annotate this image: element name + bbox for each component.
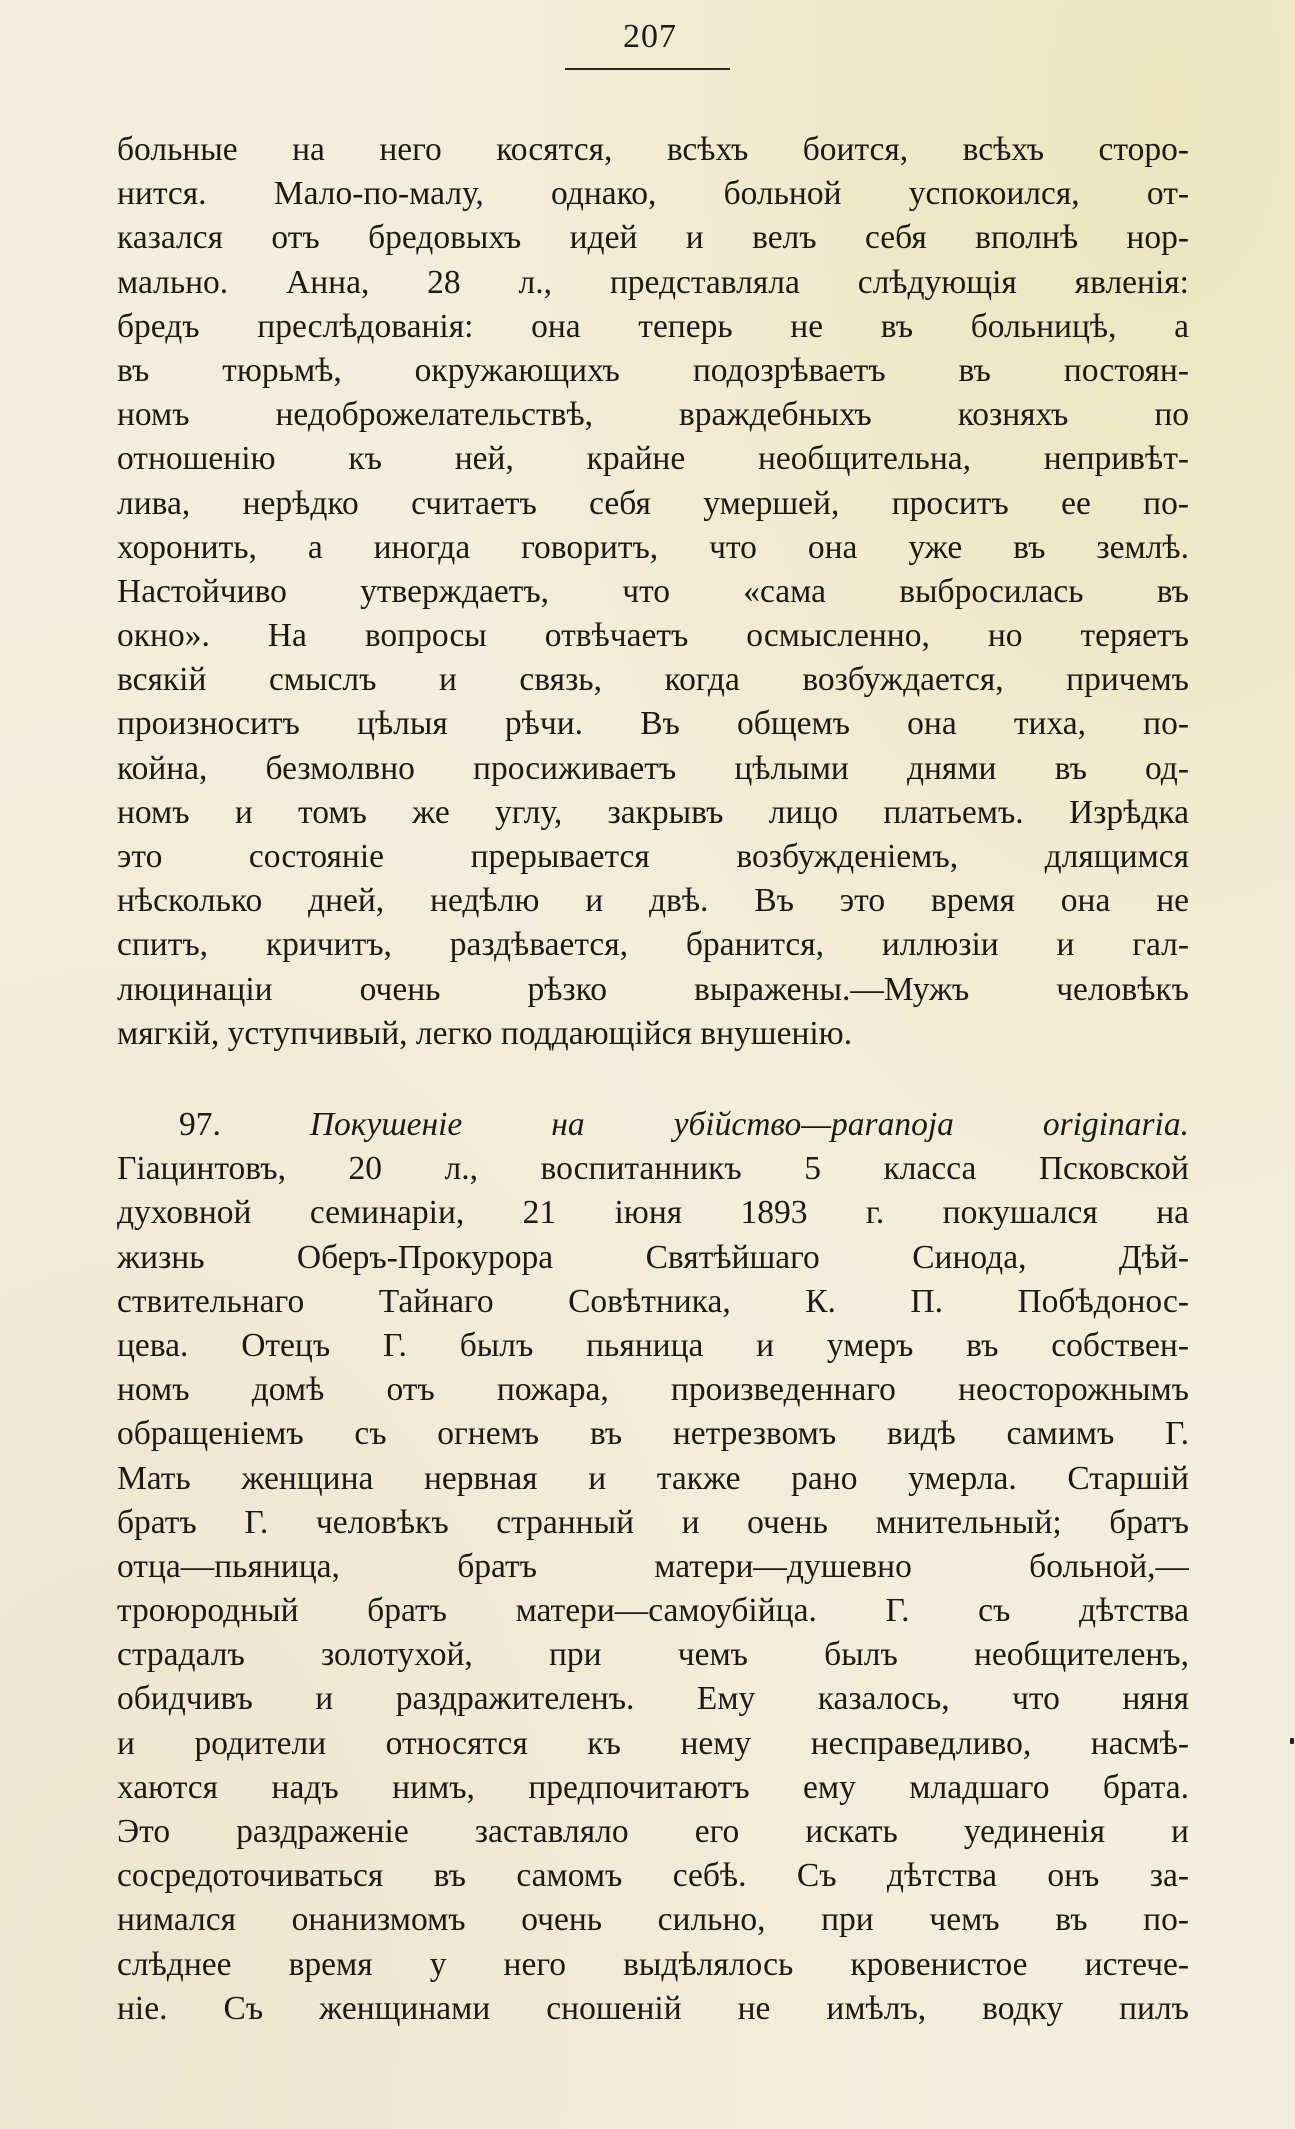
text-line: Гіацинтовъ, 20 л., воспитанникъ 5 класса Псковской	[117, 1150, 1189, 1188]
text-line: обращеніемъ съ огнемъ въ нетрезвомъ видѣ самимъ Г.	[117, 1415, 1189, 1453]
text-line: произноситъ цѣлыя рѣчи. Въ общемъ она тиха, по-	[117, 705, 1189, 743]
text-line: лива, нерѣдко считаетъ себя умершей, проситъ ее по-	[117, 484, 1189, 522]
text-line: казался отъ бредовыхъ идей и велъ себя вполнѣ нор-	[117, 219, 1189, 257]
text-line: нимался онанизмомъ очень сильно, при чемъ въ по-	[117, 1901, 1189, 1939]
text-line: нится. Мало-по-малу, однако, больной успокоился, от-	[117, 175, 1189, 213]
text-line: койна, безмолвно просиживаетъ цѣлыми днями въ од-	[117, 749, 1189, 787]
text-line: Настойчиво утверждаетъ, что «сама выбросилась въ	[117, 572, 1189, 610]
text-line: троюродный братъ матери—самоубійца. Г. съ дѣтства	[117, 1592, 1189, 1630]
text-line: слѣднее время у него выдѣлялось кровенистое истече-	[117, 1945, 1189, 1983]
text-line: отношенію къ ней, крайне необщительна, непривѣт-	[117, 440, 1189, 478]
text-line: отца—пьяница, братъ матери—душевно больной,—	[117, 1547, 1189, 1585]
text-line: бредъ преслѣдованія: она теперь не въ больницѣ, а	[117, 307, 1189, 345]
text-line: ніе. Съ женщинами сношеній не имѣлъ, водку пилъ	[117, 1989, 1189, 2027]
text-line: ствительнаго Тайнаго Совѣтника, К. П. Побѣдонос-	[117, 1282, 1189, 1320]
text-line: страдалъ золотухой, при чемъ былъ необщителенъ,	[117, 1636, 1189, 1674]
text-line: номъ домѣ отъ пожара, произведеннаго неосторожнымъ	[117, 1371, 1189, 1409]
text-line: цева. Отецъ Г. былъ пьяница и умеръ въ собствен-	[117, 1326, 1189, 1364]
text-line: мально. Анна, 28 л., представляла слѣдующія явленія:	[117, 263, 1189, 301]
page-number-rule	[565, 68, 730, 70]
case-number: 97.	[179, 1106, 221, 1143]
case-title: Покушеніе на убійство—paranoja originaria.	[309, 1106, 1189, 1143]
text-line: окно». На вопросы отвѣчаетъ осмысленно, но теряетъ	[117, 617, 1189, 655]
text-line: обидчивъ и раздражителенъ. Ему казалось, что няня	[117, 1680, 1189, 1718]
text-line: номъ и томъ же углу, закрывъ лицо платьемъ. Изрѣдка	[117, 793, 1189, 831]
text-line: сосредоточиваться въ самомъ себѣ. Съ дѣтства онъ за-	[117, 1857, 1189, 1895]
text-line: братъ Г. человѣкъ странный и очень мнительный; братъ	[117, 1503, 1189, 1541]
text-line: въ тюрьмѣ, окружающихъ подозрѣваетъ въ постоян-	[117, 351, 1189, 389]
text-line: мягкій, уступчивый, легко поддающійся внушенію.	[117, 1014, 853, 1052]
text-line: спитъ, кричитъ, раздѣвается, бранится, иллюзіи и гал-	[117, 926, 1189, 964]
text-line: номъ недоброжелательствѣ, враждебныхъ козняхъ по	[117, 396, 1189, 434]
paragraph-2	[117, 1103, 1189, 2031]
text-line: нѣсколько дней, недѣлю и двѣ. Въ это время она не	[117, 882, 1189, 920]
text-line: Мать женщина нервная и также рано умерла. Старшій	[117, 1459, 1189, 1497]
text-line: хоронить, а иногда говоритъ, что она уже въ землѣ.	[117, 528, 1189, 566]
text-line: это состояніе прерывается возбужденіемъ, длящимся	[117, 838, 1189, 875]
text-line: и родители относятся къ нему несправедливо, насмѣ-	[117, 1724, 1189, 1762]
text-line: хаются надъ нимъ, предпочитаютъ ему младшаго брата.	[117, 1768, 1189, 1806]
ink-speck	[1290, 1738, 1294, 1744]
case-heading-line	[117, 1103, 1189, 1147]
text-line: Это раздраженіе заставляло его искать уединенія и	[117, 1813, 1189, 1850]
text-line: жизнь Оберъ-Прокурора Святѣйшаго Синода, Дѣй-	[117, 1238, 1189, 1276]
text-line: всякій смыслъ и связь, когда возбуждается, причемъ	[117, 661, 1189, 699]
page-number: 207	[623, 18, 677, 55]
text-line: люцинаціи очень рѣзко выражены.—Мужъ человѣкъ	[117, 970, 1189, 1008]
paragraph-1	[117, 128, 1189, 1056]
text-line: духовной семинаріи, 21 іюня 1893 г. покушался на	[117, 1194, 1189, 1232]
text-line: больные на него косятся, всѣхъ боится, всѣхъ сторо-	[117, 131, 1189, 168]
